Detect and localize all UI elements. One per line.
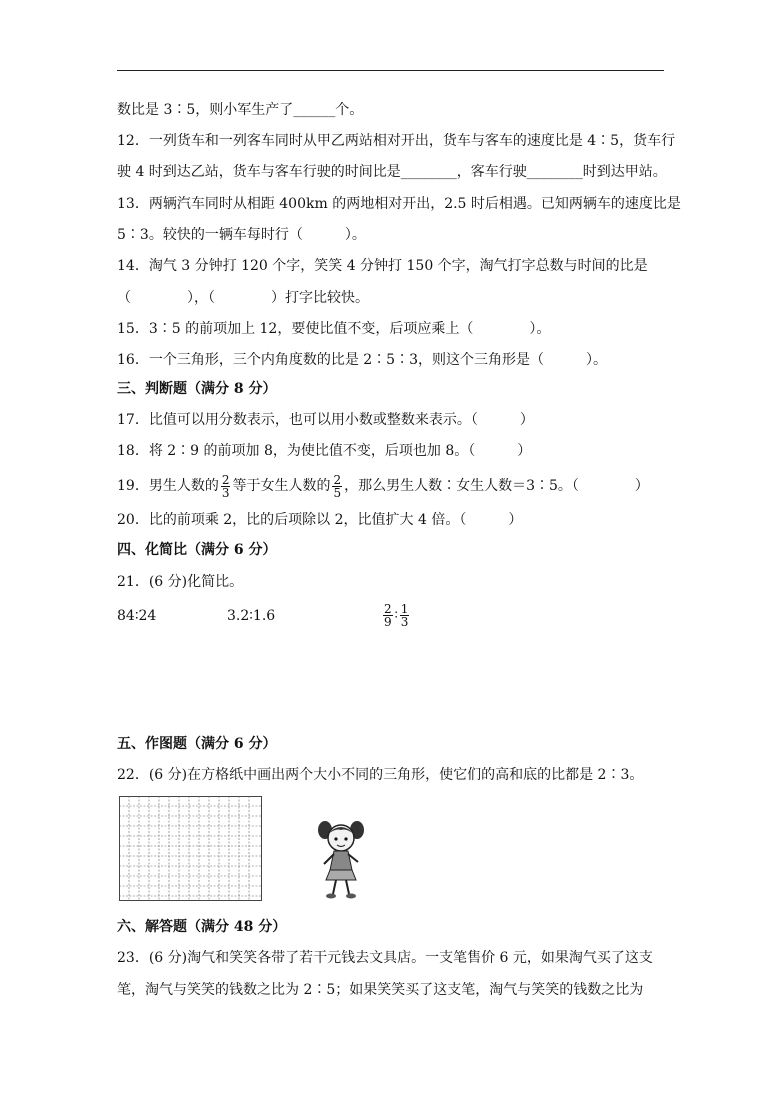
q20: 20．比的前项乘 2，比的后项除以 2，比值扩大 4 倍。（ ） bbox=[117, 512, 523, 528]
q17: 17．比值可以用分数表示，也可以用小数或整数来表示。（ ） bbox=[117, 412, 534, 428]
q19-fraction-1: $\frac{2}{3}$ bbox=[221, 472, 230, 500]
ratio-separator: ∶ bbox=[394, 608, 398, 622]
section-6-heading: 六、解答题（满分 48 分） bbox=[117, 919, 287, 935]
q19 bbox=[117, 472, 649, 500]
ratio-expression-1: 84∶24 bbox=[117, 608, 157, 624]
q22: 22．(6 分)在方格纸中画出两个大小不同的三角形，使它们的高和底的比都是 2∶3。 bbox=[117, 767, 644, 783]
section-4-heading: 四、化简比（满分 6 分） bbox=[117, 542, 277, 558]
q19-part3: ，那么男生人数∶女生人数＝3∶5。（ ） bbox=[344, 478, 649, 494]
q13-line1: 13．两辆汽车同时从相距 400km 的两地相对开出，2.5 时后相遇。已知两辆车的速度比是 bbox=[117, 196, 681, 212]
q21: 21．(6 分)化简比。 bbox=[117, 574, 244, 590]
ratio-expression-3 bbox=[381, 598, 411, 632]
q19-part2: 等于女生人数的 bbox=[232, 478, 331, 494]
q11-tail: 数比是 3∶5，则小军生产了______个。 bbox=[117, 102, 364, 118]
q14-line2: （ ），（ ）打字比较快。 bbox=[117, 290, 369, 306]
ratio-expression-2: 3.2∶1.6 bbox=[227, 608, 276, 624]
section-5-heading: 五、作图题（满分 6 分） bbox=[117, 736, 277, 752]
q14-line1: 14．淘气 3 分钟打 120 个字，笑笑 4 分钟打 150 个字，淘气打字总数与时间的比是 bbox=[117, 258, 648, 274]
section-3-heading: 三、判断题（满分 8 分） bbox=[117, 381, 277, 397]
girl-illustration bbox=[316, 818, 366, 902]
q15: 15．3∶5 的前项加上 12，要使比值不变，后项应乘上（ ）。 bbox=[117, 321, 551, 337]
ratio-fraction-2-9: $\frac{2}{9}$ bbox=[384, 601, 392, 629]
q23-line1: 23．(6 分)淘气和笑笑各带了若干元钱去文具店。一支笔售价 6 元，如果淘气买了这支 bbox=[117, 950, 653, 966]
q12-line1: 12．一列货车和一列客车同时从甲乙两站相对开出，货车与客车的速度比是 4∶5，货车行 bbox=[117, 133, 676, 149]
grid-paper bbox=[119, 796, 262, 901]
header-rule bbox=[117, 70, 664, 71]
q18: 18．将 2∶9 的前项加 8，为使比值不变，后项也加 8。（ ） bbox=[117, 443, 532, 459]
q12-line2: 驶 4 时到达乙站，货车与客车行驶的时间比是________，客车行驶________时到达甲站。 bbox=[117, 164, 667, 180]
q16: 16．一个三角形，三个内角度数的比是 2∶5∶3，则这个三角形是（ ）。 bbox=[117, 352, 607, 368]
q19-fraction-2: $\frac{2}{5}$ bbox=[333, 472, 342, 500]
ratio-fraction-1-3: $\frac{1}{3}$ bbox=[400, 601, 409, 629]
q23-line2: 笔，淘气与笑笑的钱数之比为 2∶5；如果笑笑买了这支笔，淘气与笑笑的钱数之比为 bbox=[117, 982, 644, 998]
q19-part1: 19．男生人数的 bbox=[117, 478, 219, 494]
q13-line2: 5∶3。较快的一辆车每时行（ ）。 bbox=[117, 227, 366, 243]
